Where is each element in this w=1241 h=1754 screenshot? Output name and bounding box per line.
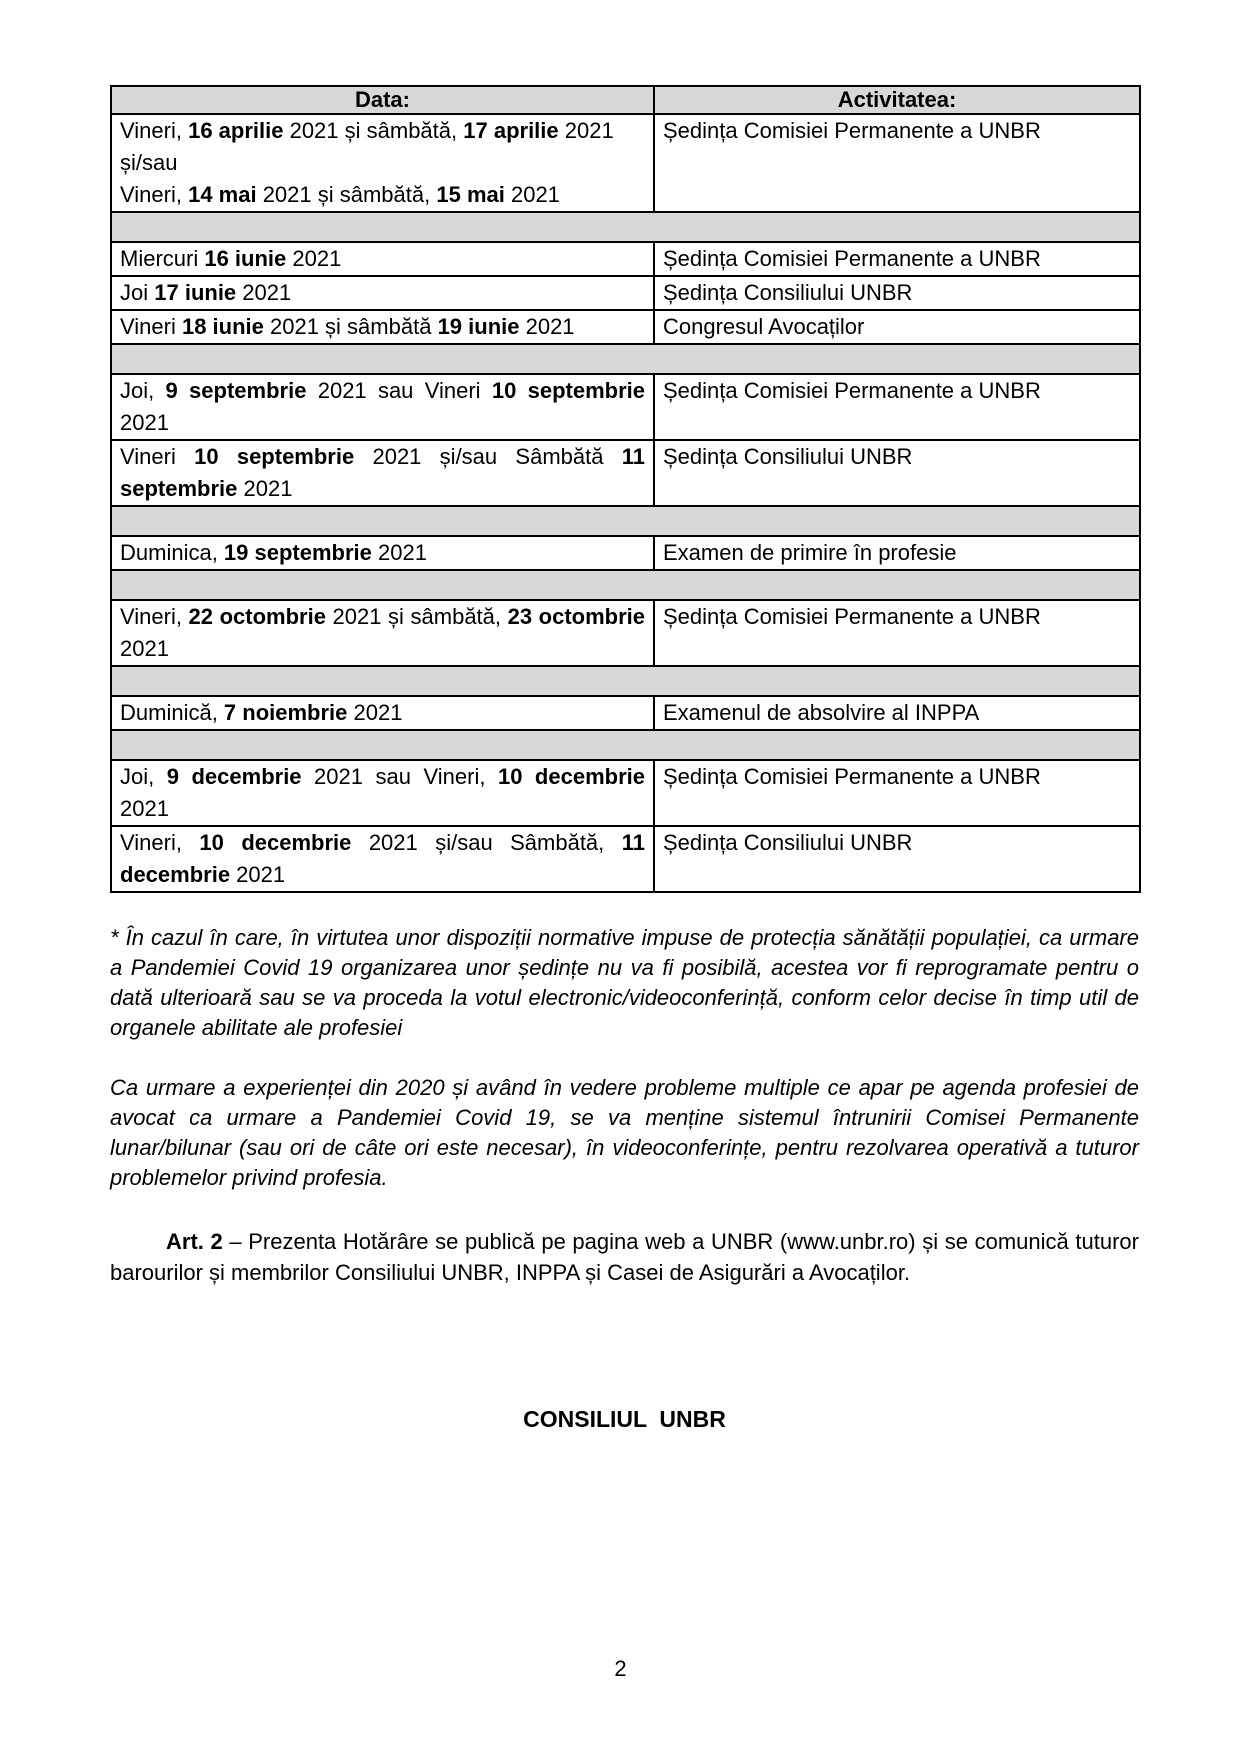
table-body xyxy=(111,114,1140,892)
table-header-row xyxy=(111,86,1140,114)
activity-cell: Ședința Comisiei Permanente a UNBR xyxy=(654,242,1140,276)
note-2020-experience: Ca urmare a experienței din 2020 și având în vedere probleme multiple ce apar pe agenda profesiei de avocat ca urmare a Pandemiei Covid 19, se va menține sistemul întrunirii Comisei Permanente lunar/bilunar (sau ori de câte ori este necesar), în videoconferințe, pentru rezolvarea operativă a tuturor problemelor privind profesia. xyxy=(110,1075,1139,1190)
activity-cell: Examenul de absolvire al INPPA xyxy=(654,696,1140,730)
date-cell: Vineri 18 iunie 2021 și sâmbătă 19 iunie 2021 xyxy=(111,310,654,344)
table-row xyxy=(111,760,1140,826)
page-number: 2 xyxy=(614,1656,627,1681)
separator-row xyxy=(111,344,1140,374)
date-cell: Miercuri 16 iunie 2021 xyxy=(111,242,654,276)
activity-cell: Ședința Comisiei Permanente a UNBR xyxy=(654,374,1140,440)
table-row xyxy=(111,696,1140,730)
date-cell: Vineri, 22 octombrie 2021 și sâmbătă, 23 octombrie 2021 xyxy=(111,600,654,666)
table-row xyxy=(111,374,1140,440)
column-header-activity: Activitatea: xyxy=(654,86,1140,114)
table-row xyxy=(111,826,1140,892)
date-cell: Joi, 9 septembrie 2021 sau Vineri 10 septembrie 2021 xyxy=(111,374,654,440)
date-cell: Joi, 9 decembrie 2021 sau Vineri, 10 decembrie 2021 xyxy=(111,760,654,826)
activity-cell: Examen de primire în profesie xyxy=(654,536,1140,570)
separator-row xyxy=(111,506,1140,536)
separator-cell xyxy=(111,212,1140,242)
activity-cell: Ședința Comisiei Permanente a UNBR xyxy=(654,114,1140,212)
table-row xyxy=(111,242,1140,276)
table-row xyxy=(111,114,1140,212)
column-header-data: Data: xyxy=(111,86,654,114)
signature-heading: CONSILIUL UNBR xyxy=(523,1406,726,1432)
calendar-table xyxy=(110,85,1141,893)
separator-cell xyxy=(111,344,1140,374)
table-row xyxy=(111,536,1140,570)
activity-cell: Ședința Consiliului UNBR xyxy=(654,826,1140,892)
activity-cell: Ședința Consiliului UNBR xyxy=(654,276,1140,310)
activity-cell: Ședința Comisiei Permanente a UNBR xyxy=(654,760,1140,826)
date-cell: Vineri 10 septembrie 2021 și/sau Sâmbătă 11 septembrie 2021 xyxy=(111,440,654,506)
table-row xyxy=(111,440,1140,506)
activity-cell: Congresul Avocaților xyxy=(654,310,1140,344)
date-cell: Duminică, 7 noiembrie 2021 xyxy=(111,696,654,730)
date-cell: Duminica, 19 septembrie 2021 xyxy=(111,536,654,570)
separator-cell xyxy=(111,570,1140,600)
separator-row xyxy=(111,570,1140,600)
date-cell: Vineri, 16 aprilie 2021 și sâmbătă, 17 aprilie 2021 și/sau Vineri, 14 mai 2021 și sâmbătă, 15 mai 2021 xyxy=(111,114,654,212)
activity-cell: Ședința Consiliului UNBR xyxy=(654,440,1140,506)
date-cell: Joi 17 iunie 2021 xyxy=(111,276,654,310)
activity-cell: Ședința Comisiei Permanente a UNBR xyxy=(654,600,1140,666)
date-cell: Vineri, 10 decembrie 2021 și/sau Sâmbătă, 11 decembrie 2021 xyxy=(111,826,654,892)
separator-cell xyxy=(111,506,1140,536)
footnote-reprogramming: * În cazul în care, în virtutea unor dispoziții normative impuse de protecția sănătății populației, ca urmare a Pandemiei Covid 19 organizarea unor ședințe nu va fi posibilă, acestea vor fi reprogramate pentru o dată ulterioară sau se va proceda la votul electronic/videoconferință, conform celor decise în timp util de organele abilitate ale profesiei xyxy=(110,925,1139,1040)
separator-cell xyxy=(111,666,1140,696)
separator-row xyxy=(111,666,1140,696)
article-2-paragraph: Art. 2 – Prezenta Hotărâre se publică pe pagina web a UNBR (www.unbr.ro) și se comunică tuturor barourilor și membrilor Consiliului UNBR, INPPA și Casei de Asigurări a Avocaților. xyxy=(110,1229,1139,1285)
separator-row xyxy=(111,212,1140,242)
table-row xyxy=(111,310,1140,344)
table-row xyxy=(111,276,1140,310)
separator-cell xyxy=(111,730,1140,760)
table-row xyxy=(111,600,1140,666)
separator-row xyxy=(111,730,1140,760)
